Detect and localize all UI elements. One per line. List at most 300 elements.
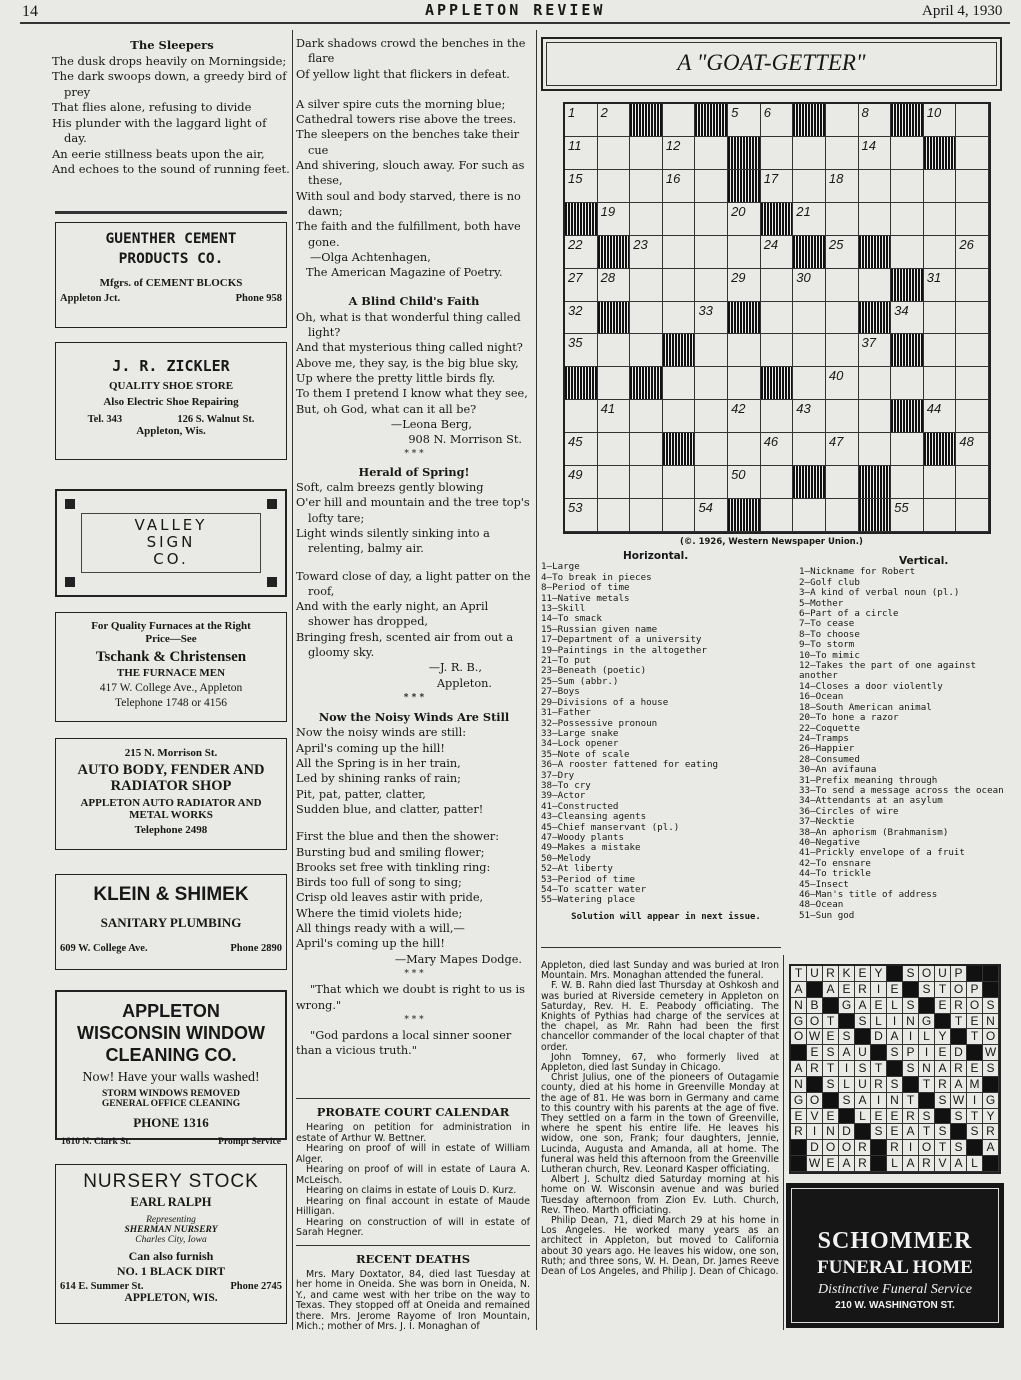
crossword-cell <box>728 269 761 302</box>
ad-guenther <box>55 222 287 328</box>
crossword-block <box>891 400 924 433</box>
solution-cell: D <box>807 1140 823 1156</box>
solution-cell: A <box>855 1093 871 1109</box>
crossword-block <box>859 302 892 335</box>
crossword-cell <box>956 203 989 236</box>
poem-line: To them I pretend I know what they see, <box>296 387 528 401</box>
header-rule <box>20 22 1010 24</box>
crossword-cell <box>598 499 631 532</box>
crossword-block <box>859 466 892 499</box>
poem-line: The faith and the fulfillment, both have gone. <box>296 220 521 249</box>
cell-number: 26 <box>959 236 974 252</box>
cell-number: 40 <box>828 368 844 384</box>
cell-number: 18 <box>828 170 844 186</box>
clue: 13—Skill <box>541 603 586 615</box>
divider <box>296 1098 530 1099</box>
crossword-block <box>793 466 826 499</box>
solution-cell: O <box>919 1140 935 1156</box>
crossword-cell <box>826 269 859 302</box>
poem-line: Up where the pretty little birds fly. <box>296 371 496 385</box>
crossword-block <box>565 203 598 236</box>
crossword-cell <box>728 433 761 466</box>
poem-line: The dusk drops heavily on Morningside; <box>52 53 287 68</box>
solution-cell: M <box>967 1077 983 1093</box>
ad-line: Charles City, Iowa <box>135 1235 207 1245</box>
solution-cell: T <box>919 1124 935 1140</box>
solution-cell: N <box>791 998 807 1014</box>
solution-block <box>983 982 999 998</box>
crossword-cell <box>663 367 696 400</box>
solution-block <box>791 1140 807 1156</box>
solution-cell: U <box>855 1077 871 1093</box>
solution-cell: R <box>983 1124 999 1140</box>
probate-calendar <box>296 1098 530 1333</box>
crossword-block <box>891 104 924 137</box>
crossword-cell <box>761 302 794 335</box>
cell-number: 23 <box>633 236 648 252</box>
ad-line: 215 N. Morrison St. <box>124 747 218 759</box>
crossword-cell <box>859 367 892 400</box>
crossword-cell <box>598 104 631 137</box>
cell-number: 53 <box>568 500 583 516</box>
solution-block <box>871 1045 887 1061</box>
ad-line: Distinctive Funeral Service <box>818 1282 972 1297</box>
solution-cell: T <box>951 1014 967 1030</box>
ad-schommer-funeral-home <box>786 1183 1004 1328</box>
poem-attribution: Appleton. <box>436 676 492 690</box>
solution-cell: A <box>791 1061 807 1077</box>
crossword-grid <box>563 102 991 534</box>
crossword-cell <box>761 137 794 170</box>
solution-cell: D <box>951 1045 967 1061</box>
cell-number: 45 <box>568 434 583 450</box>
divider <box>296 1245 530 1246</box>
ad-line: Now! Have your walls washed! <box>82 1070 260 1085</box>
poem-line: The sleepers on the benches take their cue <box>296 128 520 157</box>
solution-cell: T <box>823 1061 839 1077</box>
clue: 28—Consumed <box>799 753 860 765</box>
solution-cell: R <box>951 1061 967 1077</box>
crossword-cell <box>728 334 761 367</box>
solution-block <box>903 982 919 998</box>
crossword-cell <box>598 367 631 400</box>
crossword-cell <box>630 203 663 236</box>
clue: 8—Period of time <box>541 582 630 594</box>
solution-cell: N <box>791 1077 807 1093</box>
clue: 49—Makes a mistake <box>541 842 641 854</box>
crossword-cell <box>956 104 989 137</box>
solution-cell: L <box>887 1156 903 1172</box>
cell-number: 30 <box>796 269 811 285</box>
crossword-block <box>728 499 761 532</box>
solution-cell: A <box>935 1061 951 1077</box>
crossword-cell <box>956 269 989 302</box>
solution-cell: I <box>903 1029 919 1045</box>
crossword-cell <box>859 334 892 367</box>
ad-window-cleaning <box>55 990 287 1147</box>
solution-cell: S <box>951 1109 967 1125</box>
crossword-cell <box>728 466 761 499</box>
solution-cell: S <box>967 1124 983 1140</box>
ad-line: Appleton, Wis. <box>136 425 206 437</box>
solution-cell: A <box>823 982 839 998</box>
clue: 25—Sum (abbr.) <box>541 675 619 687</box>
poem-line: With soul and body starved, there is no dawn; <box>296 189 521 218</box>
solution-cell: S <box>903 998 919 1014</box>
crossword-cell <box>761 104 794 137</box>
solution-cell: O <box>983 1029 999 1045</box>
solution-cell: L <box>967 1156 983 1172</box>
solution-cell: O <box>791 1029 807 1045</box>
crossword-cell <box>956 499 989 532</box>
ad-line: GENERAL OFFICE CLEANING <box>101 1099 241 1109</box>
crossword-cell <box>565 334 598 367</box>
poem-line <box>296 82 532 97</box>
corner-mark-icon <box>267 577 277 587</box>
solution-cell: S <box>887 1045 903 1061</box>
cell-number: 17 <box>763 170 779 186</box>
cell-number: 28 <box>600 269 616 285</box>
solution-cell: T <box>967 1029 983 1045</box>
clue: 11—Native metals <box>541 592 630 604</box>
clue: 45—Chief manservant (pl.) <box>541 821 680 833</box>
clue: 39—Actor <box>541 790 586 802</box>
clue: 29—Divisions of a house <box>541 696 669 708</box>
clue: 37—Dry <box>541 769 575 781</box>
crossword-cell <box>891 137 924 170</box>
crossword-cell <box>859 137 892 170</box>
solution-cell: S <box>887 1077 903 1093</box>
crossword-cell <box>924 466 957 499</box>
cell-number: 48 <box>959 434 974 450</box>
solution-cell: T <box>935 1140 951 1156</box>
crossword-cell <box>924 334 957 367</box>
obituaries <box>541 961 779 1277</box>
poem-line: Of yellow light that flickers in defeat. <box>296 67 510 81</box>
solution-cell: E <box>823 1156 839 1172</box>
probate-entry: Hearing on petition for administration in estate of Arthur W. Bettner. <box>296 1122 530 1144</box>
ad-tschank <box>55 612 287 722</box>
crossword-cell <box>859 203 892 236</box>
crossword-cell <box>826 367 859 400</box>
ad-left: 609 W. College Ave. <box>60 943 148 954</box>
probate-entry: Hearing on construction of will in estate of Sarah Hegner. <box>296 1216 530 1238</box>
crossword-cell <box>663 170 696 203</box>
clue: 41—Constructed <box>541 800 619 812</box>
ad-right: Phone 2890 <box>230 943 282 954</box>
crossword-cell <box>728 236 761 269</box>
clue: 1—Large <box>541 561 580 573</box>
crossword-cell <box>598 269 631 302</box>
crossword-cell <box>956 137 989 170</box>
crossword-cell <box>793 203 826 236</box>
clues-heading: Vertical. <box>899 555 949 567</box>
crossword-cell <box>761 334 794 367</box>
clue: 15—Russian given name <box>541 623 658 635</box>
crossword-cell <box>598 400 631 433</box>
crossword-cell <box>663 104 696 137</box>
solution-cell: S <box>935 1093 951 1109</box>
solution-cell: N <box>919 1061 935 1077</box>
ad-line: QUALITY SHOE STORE <box>108 380 234 392</box>
clue: 42—To ensnare <box>799 857 871 869</box>
crossword-cell <box>695 203 728 236</box>
solution-cell: R <box>855 1140 871 1156</box>
crossword-cell <box>924 203 957 236</box>
solution-cell: W <box>951 1093 967 1109</box>
clue: 32—Possessive pronoun <box>541 717 658 729</box>
section-title: RECENT DEATHS <box>355 1251 471 1266</box>
poem-sleepers <box>52 38 292 178</box>
crossword-cell <box>663 137 696 170</box>
crossword-block <box>630 104 663 137</box>
crossword-cell <box>598 433 631 466</box>
divider <box>541 947 781 948</box>
clue: 38—An aphorism (Brahmanism) <box>799 826 949 838</box>
ad-right: 126 S. Walnut St. <box>177 414 255 425</box>
solution-cell: E <box>967 1061 983 1077</box>
crossword-cell <box>826 137 859 170</box>
cell-number: 27 <box>568 269 583 285</box>
crossword-block <box>793 104 826 137</box>
cell-number: 22 <box>568 236 583 252</box>
crossword-cell <box>924 367 957 400</box>
solution-block <box>855 1124 871 1140</box>
solution-block <box>791 1045 807 1061</box>
crossword-cell <box>924 302 957 335</box>
clue: 53—Period of time <box>541 873 636 885</box>
cell-number: 15 <box>568 170 583 186</box>
solution-block <box>983 1156 999 1172</box>
crossword-block <box>761 203 794 236</box>
poem-line: The dark swoops down, a greedy bird of prey <box>52 69 287 99</box>
clue: 44—To trickle <box>799 868 871 880</box>
clue: 54—To scatter water <box>541 884 647 895</box>
solution-cell: R <box>871 1077 887 1093</box>
poem-line: Dark shadows crowd the benches in the flare <box>296 37 526 66</box>
solution-cell: L <box>919 1029 935 1045</box>
ad-right: Phone 2745 <box>230 1281 282 1292</box>
poem-line: Pit, pat, patter, clatter, <box>296 787 426 801</box>
solution-cell: E <box>855 966 871 982</box>
poem-line: And with the early night, an April shower has dropped, <box>296 600 489 629</box>
clue: 9—To storm <box>799 639 855 651</box>
solution-cell: T <box>919 1077 935 1093</box>
cell-number: 33 <box>698 302 713 318</box>
crossword-cell <box>793 433 826 466</box>
crossword-block <box>728 302 761 335</box>
poetry-column <box>296 36 532 1059</box>
clue: 47—Woody plants <box>541 831 624 843</box>
solution-cell: A <box>951 1077 967 1093</box>
solution-cell: O <box>839 1140 855 1156</box>
crossword-cell <box>956 302 989 335</box>
crossword-cell <box>695 400 728 433</box>
solution-cell: O <box>919 966 935 982</box>
news-item: Christ Julius, one of the pioneers of Outagamie county, died at his home in Greenville Monday at the age of 81. He was born in Germany and came to this country with his parents at the age of five. They settled on a farm in the town of Greenville, where he spent his entire life. He leaves his widow, one son, Frank; four daughters, Jennie, Lucinda, Augusta and Amanda, all at home. The funeral was held this afternoon from the Greenville Lutheran church, Rev. Leonard Kasper officiating. <box>541 1072 779 1176</box>
clue: 4—To break in pieces <box>541 571 652 583</box>
cell-number: 16 <box>665 170 681 186</box>
crossword-cell <box>793 400 826 433</box>
solution-cell: E <box>871 1109 887 1125</box>
death-entry: Mrs. Mary Doxtator, 84, died last Tuesday at her home in Oneida. She was born in Oneida, N. Y., and came west with her tribe on the way to Texas. They stopped off at Oneida and remained there. Mrs. Jerome Rayome of Iron Mountain, Mich.; mother of Mrs. J. I. Monaghan of <box>296 1268 530 1332</box>
clue: 37—Necktie <box>799 816 855 828</box>
poem-attribution: The American Magazine of Poetry. <box>306 266 503 280</box>
crossword-cell <box>826 203 859 236</box>
poem-line: A silver spire cuts the morning blue; <box>296 97 506 111</box>
clue: 5—Mother <box>799 597 844 609</box>
clue: 46—Man's title of address <box>799 889 938 900</box>
poem-line: His plunder with the laggard light of day. <box>52 115 267 145</box>
crossword-cell <box>598 334 631 367</box>
crossword-cell <box>956 400 989 433</box>
clue: 45—Insect <box>799 878 849 890</box>
issue-date: April 4, 1930 <box>922 3 1003 19</box>
solution-cell: I <box>919 1045 935 1061</box>
solution-cell: S <box>919 982 935 998</box>
ad-name: AUTO BODY, FENDER AND RADIATOR SHOP <box>77 762 265 794</box>
cell-number: 35 <box>568 335 583 351</box>
solution-block <box>951 1124 967 1140</box>
crossword-cell <box>859 433 892 466</box>
separator-stars: * * * <box>403 692 425 703</box>
clue: 18—South American animal <box>799 701 932 713</box>
poem-title: Herald of Spring! <box>358 464 470 479</box>
solution-cell: I <box>871 1093 887 1109</box>
cell-number: 31 <box>926 269 942 285</box>
crossword-cell <box>826 499 859 532</box>
solution-cell: S <box>903 966 919 982</box>
ad-line: APPLETON AUTO RADIATOR AND METAL WORKS <box>80 797 262 821</box>
ad-line: THE FURNACE MEN <box>116 667 226 679</box>
solution-cell: E <box>807 1045 823 1061</box>
poem-attribution: —Mary Mapes Dodge. <box>394 952 522 966</box>
ad-name: J. R. ZICKLER <box>112 357 230 375</box>
solution-block <box>887 966 903 982</box>
solution-block <box>839 1109 855 1125</box>
clue: 2—Golf club <box>799 576 860 588</box>
solution-cell: A <box>903 1156 919 1172</box>
solution-cell: R <box>919 1156 935 1172</box>
clue: 19—Paintings in the altogether <box>541 644 707 656</box>
crossword-cell <box>761 499 794 532</box>
crossword-cell <box>630 433 663 466</box>
poem-line: But, oh God, what can it all be? <box>296 402 477 416</box>
solution-block <box>951 1029 967 1045</box>
poem-line: Light winds silently sinking into a relenting, balmy air. <box>296 526 490 556</box>
crossword-block <box>793 236 826 269</box>
crossword-cell <box>630 466 663 499</box>
clue: 14—Closes a door violently <box>799 680 943 692</box>
crossword-cell <box>793 334 826 367</box>
crossword-cell <box>695 302 728 335</box>
clue: 34—Attendants at an asylum <box>799 795 943 807</box>
crossword-cell <box>598 466 631 499</box>
clue: 33—To send a message across the ocean <box>799 784 1004 796</box>
crossword-cell <box>826 170 859 203</box>
solution-cell: U <box>855 1045 871 1061</box>
solution-cell: R <box>951 998 967 1014</box>
crossword-cell <box>663 302 696 335</box>
clue: 43—Cleansing agents <box>541 811 647 823</box>
clue: 16—Ocean <box>799 691 844 703</box>
clue: 36—Circles of wire <box>799 805 899 817</box>
crossword-cell <box>859 269 892 302</box>
crossword-cell <box>956 236 989 269</box>
poem-attribution: —Olga Achtenhagen, <box>310 250 431 264</box>
solution-cell: E <box>823 1029 839 1045</box>
crossword-cell <box>761 433 794 466</box>
crossword-cell <box>728 104 761 137</box>
crossword-cell <box>924 269 957 302</box>
crossword-solution-grid <box>789 964 1001 1174</box>
crossword-cell <box>826 236 859 269</box>
solution-cell: S <box>855 1014 871 1030</box>
solution-cell: W <box>983 1045 999 1061</box>
crossword-cell <box>761 170 794 203</box>
crossword-cell <box>891 433 924 466</box>
ad-name: KLEIN & SHIMEK <box>93 884 249 905</box>
crossword-cell <box>728 203 761 236</box>
solution-cell: V <box>807 1109 823 1125</box>
crossword-cell <box>565 137 598 170</box>
ad-name: SCHOMMER <box>817 1228 973 1254</box>
solution-block <box>823 998 839 1014</box>
solution-cell: P <box>951 966 967 982</box>
solution-cell: V <box>935 1156 951 1172</box>
solution-cell: T <box>903 1093 919 1109</box>
solution-cell: T <box>935 982 951 998</box>
ad-valley-sign <box>55 489 287 597</box>
crossword-cell <box>859 400 892 433</box>
solution-cell: I <box>839 1061 855 1077</box>
crossword-cell <box>793 170 826 203</box>
ad-line: 417 W. College Ave., Appleton <box>99 682 243 694</box>
section-title: PROBATE COURT CALENDAR <box>316 1105 510 1119</box>
solution-cell: S <box>903 1061 919 1077</box>
cell-number: 49 <box>568 467 583 483</box>
poem-line: Bringing fresh, scented air from out a gloomy sky. <box>296 630 514 659</box>
ad-left: 1610 N. Clark St. <box>61 1137 131 1147</box>
crossword-block <box>695 104 728 137</box>
clue: 34—Lock opener <box>541 738 619 750</box>
cell-number: 32 <box>568 302 583 318</box>
cell-number: 21 <box>796 203 811 219</box>
corner-mark-icon <box>65 499 75 509</box>
crossword-cell <box>565 269 598 302</box>
clue: 27—Boys <box>541 686 580 698</box>
solution-cell: T <box>791 966 807 982</box>
crossword-cell <box>695 499 728 532</box>
solution-note: Solution will appear in next issue. <box>571 911 761 922</box>
crossword-cell <box>793 137 826 170</box>
crossword-cell <box>565 400 598 433</box>
crossword-cell <box>565 104 598 137</box>
crossword-block <box>565 367 598 400</box>
poem-line: Crisp old leaves astir with pride, <box>296 891 484 905</box>
crossword-cell <box>793 499 826 532</box>
probate-entry: Hearing on claims in estate of Louis D. Kurz. <box>306 1185 517 1196</box>
ad-line: Also Electric Shoe Repairing <box>103 396 239 408</box>
cell-number: 41 <box>600 401 616 417</box>
ad-line: For Quality Furnaces at the Right Price—See <box>91 620 251 645</box>
solution-cell: E <box>887 1124 903 1140</box>
crossword-block <box>728 170 761 203</box>
clue: 21—To put <box>541 655 591 667</box>
crossword-block <box>663 334 696 367</box>
crossword-cell <box>663 466 696 499</box>
clue: 17—Department of a university <box>541 634 702 646</box>
